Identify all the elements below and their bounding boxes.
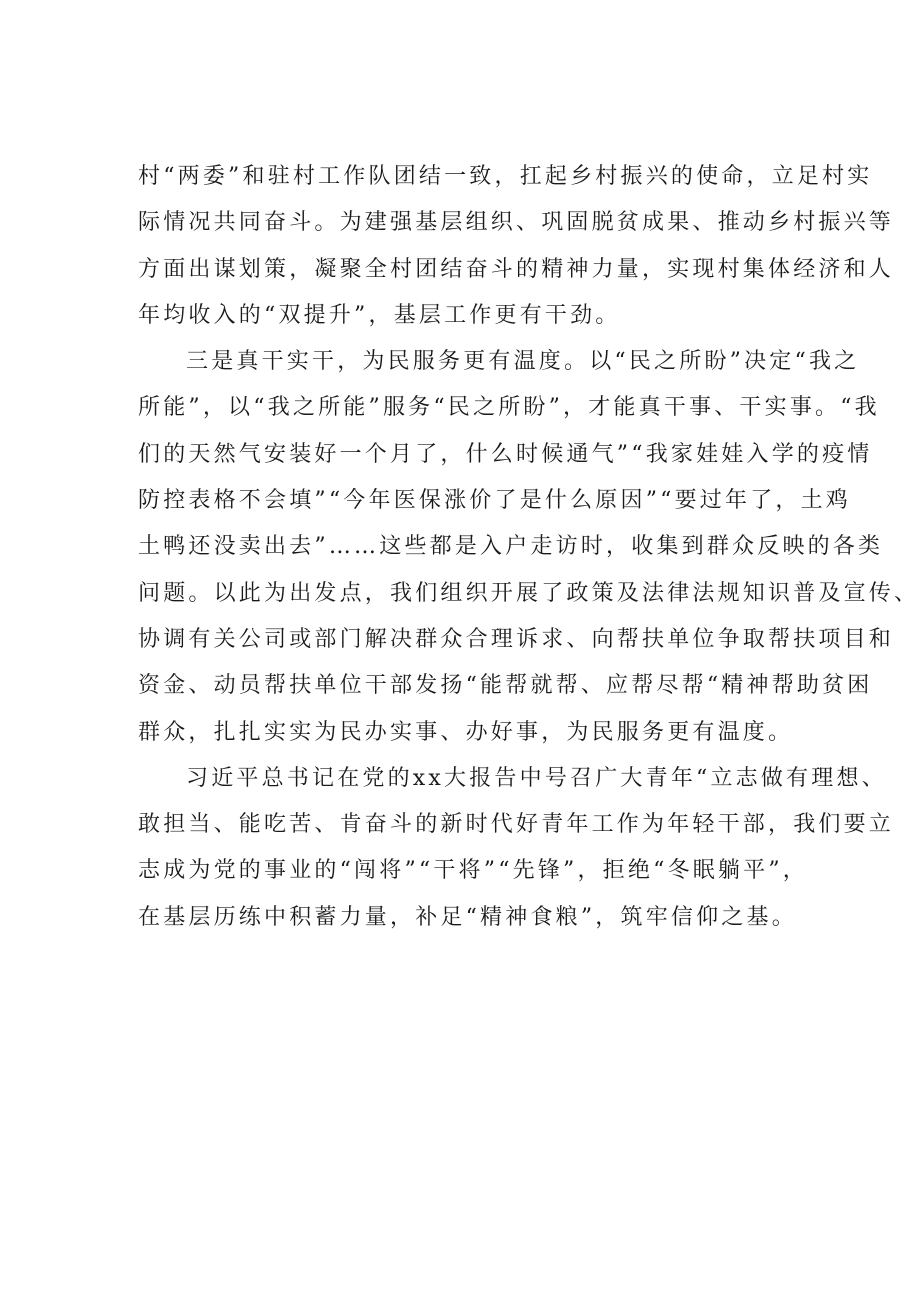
paragraph-first-line: 习近平总书记在党的xx大报告中号召广大青年“立志做有理想、 — [186, 765, 887, 791]
text-line: 资金、动员帮扶单位干部发扬“能帮就帮、应帮尽帮“精神帮助贫困 — [138, 673, 873, 699]
text-line: 群众，扎扎实实为民办实事、办好事，为民服务更有温度。 — [138, 719, 794, 745]
text-line: 协调有关公司或部门解决群众合理诉求、向帮扶单位争取帮扶项目和 — [138, 626, 895, 652]
text-line: 志成为党的事业的“闯将”“干将”“先锋”，拒绝“冬眠躺平”， — [138, 858, 808, 884]
text-line: 所能”，以“我之所能”服务“民之所盼”，才能真干事、干实事。“我 — [138, 395, 880, 421]
paragraph-first-line: 三是真干实干，为民服务更有温度。以“民之所盼”决定“我之 — [186, 349, 860, 375]
text-line: 年均收入的“双提升”，基层工作更有干劲。 — [138, 302, 621, 328]
text-line: 际情况共同奋斗。为建强基层组织、巩固脱贫成果、推动乡村振兴等 — [138, 210, 895, 236]
text-line: 在基层历练中积蓄力量，补足“精神食粮”，筑牢信仰之基。 — [138, 904, 797, 930]
text-line: 敢担当、能吃苦、肯奋斗的新时代好青年工作为年轻干部，我们要立 — [138, 812, 895, 838]
text-line: 们的天然气安装好一个月了，什么时候通气”“我家娃娃入学的疫情 — [138, 441, 873, 467]
text-line: 方面出谋划策，凝聚全村团结奋斗的精神力量，实现村集体经济和人 — [138, 256, 895, 282]
text-line: 防控表格不会填”“今年医保涨价了是什么原因”“要过年了，土鸡 — [138, 488, 851, 514]
text-line: 问题。以此为出发点，我们组织开展了政策及法律法规知识普及宣传、 — [138, 580, 920, 606]
body-text — [138, 154, 920, 941]
text-line: 土鸭还没卖出去”……这些都是入户走访时，收集到群众反映的各类 — [138, 534, 884, 560]
text-line: 村“两委”和驻村工作队团结一致，扛起乡村振兴的使命，立足村实 — [138, 164, 873, 189]
